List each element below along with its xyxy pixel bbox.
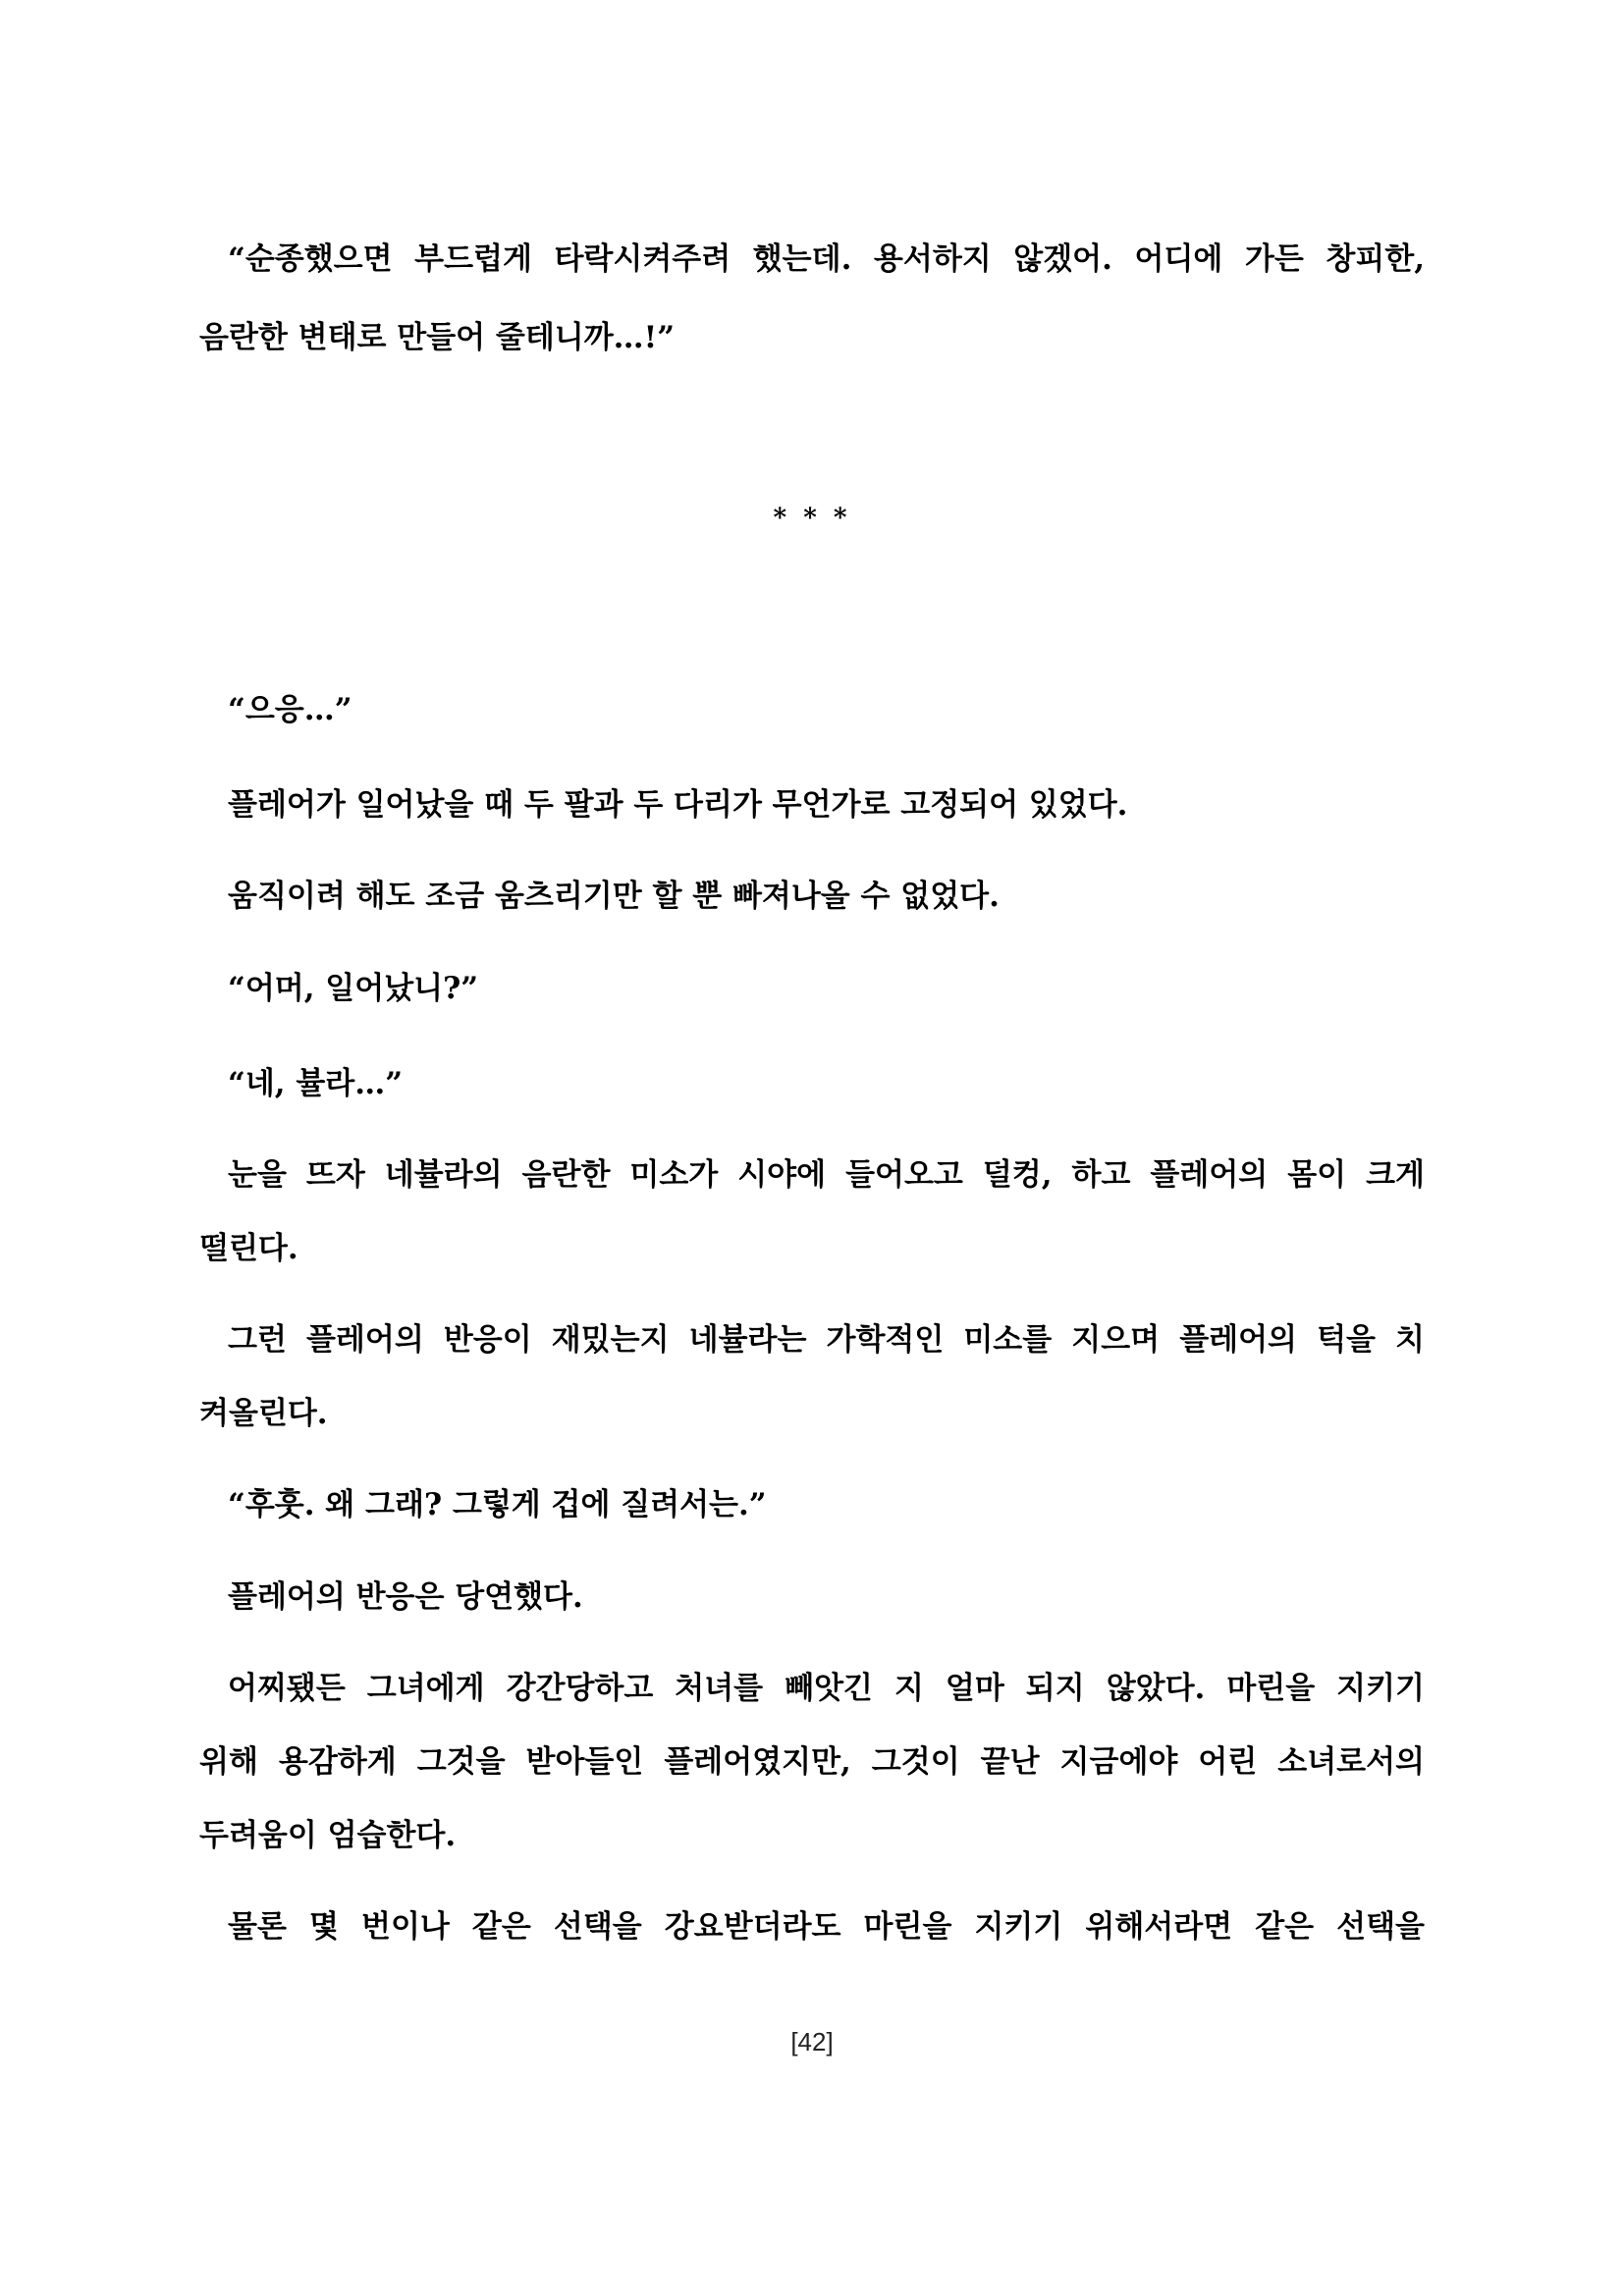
text-line-14: 어찌됐든 그녀에게 강간당하고 처녀를 빼앗긴 지 얼마 되지 않았다. 마린을 지키기 <box>228 1671 1425 1706</box>
text-line-13: 플레어의 반응은 당연했다. <box>228 1579 583 1615</box>
text-line-4: 플레어가 일어났을 때 두 팔과 두 다리가 무언가로 고정되어 있었다. <box>228 787 1128 823</box>
text-line-5: 움직이려 해도 조금 움츠리기만 할 뿐 빠져나올 수 없었다. <box>228 879 1000 914</box>
text-line-12: “후훗. 왜 그래? 그렇게 겁에 질려서는.” <box>228 1487 767 1522</box>
text-line-6: “어머, 일어났니?” <box>228 971 479 1006</box>
text-line-2: 음란한 변태로 만들어 줄테니까…!” <box>199 320 676 355</box>
text-line-3: “으응…” <box>228 692 352 727</box>
text-line-1: “순종했으면 부드럽게 타락시켜주려 했는데. 용서하지 않겠어. 어디에 가든 창피한, <box>228 241 1425 277</box>
text-line-7: “네, 뷸라…” <box>228 1066 404 1101</box>
text-line-17: 물론 몇 번이나 같은 선택을 강요받더라도 마린을 지키기 위해서라면 같은 선택을 <box>228 1909 1425 1945</box>
text-line-8: 눈을 뜨자 네뷸라의 음란한 미소가 시야에 들어오고 덜컹, 하고 플레어의 몸이 크게 <box>228 1157 1425 1193</box>
text-line-10: 그런 플레어의 반응이 재밌는지 네뷸라는 가학적인 미소를 지으며 플레어의 턱을 치 <box>228 1322 1425 1358</box>
page-number: [42] <box>790 2027 834 2056</box>
section-separator: * * * <box>773 504 851 533</box>
text-line-11: 켜올린다. <box>199 1396 328 1431</box>
text-line-16: 두려움이 엄습한다. <box>199 1818 457 1853</box>
text-line-9: 떨린다. <box>199 1231 298 1266</box>
text-line-15: 위해 용감하게 그것을 받아들인 플레어였지만, 그것이 끝난 지금에야 어린 소녀로서의 <box>199 1744 1425 1780</box>
